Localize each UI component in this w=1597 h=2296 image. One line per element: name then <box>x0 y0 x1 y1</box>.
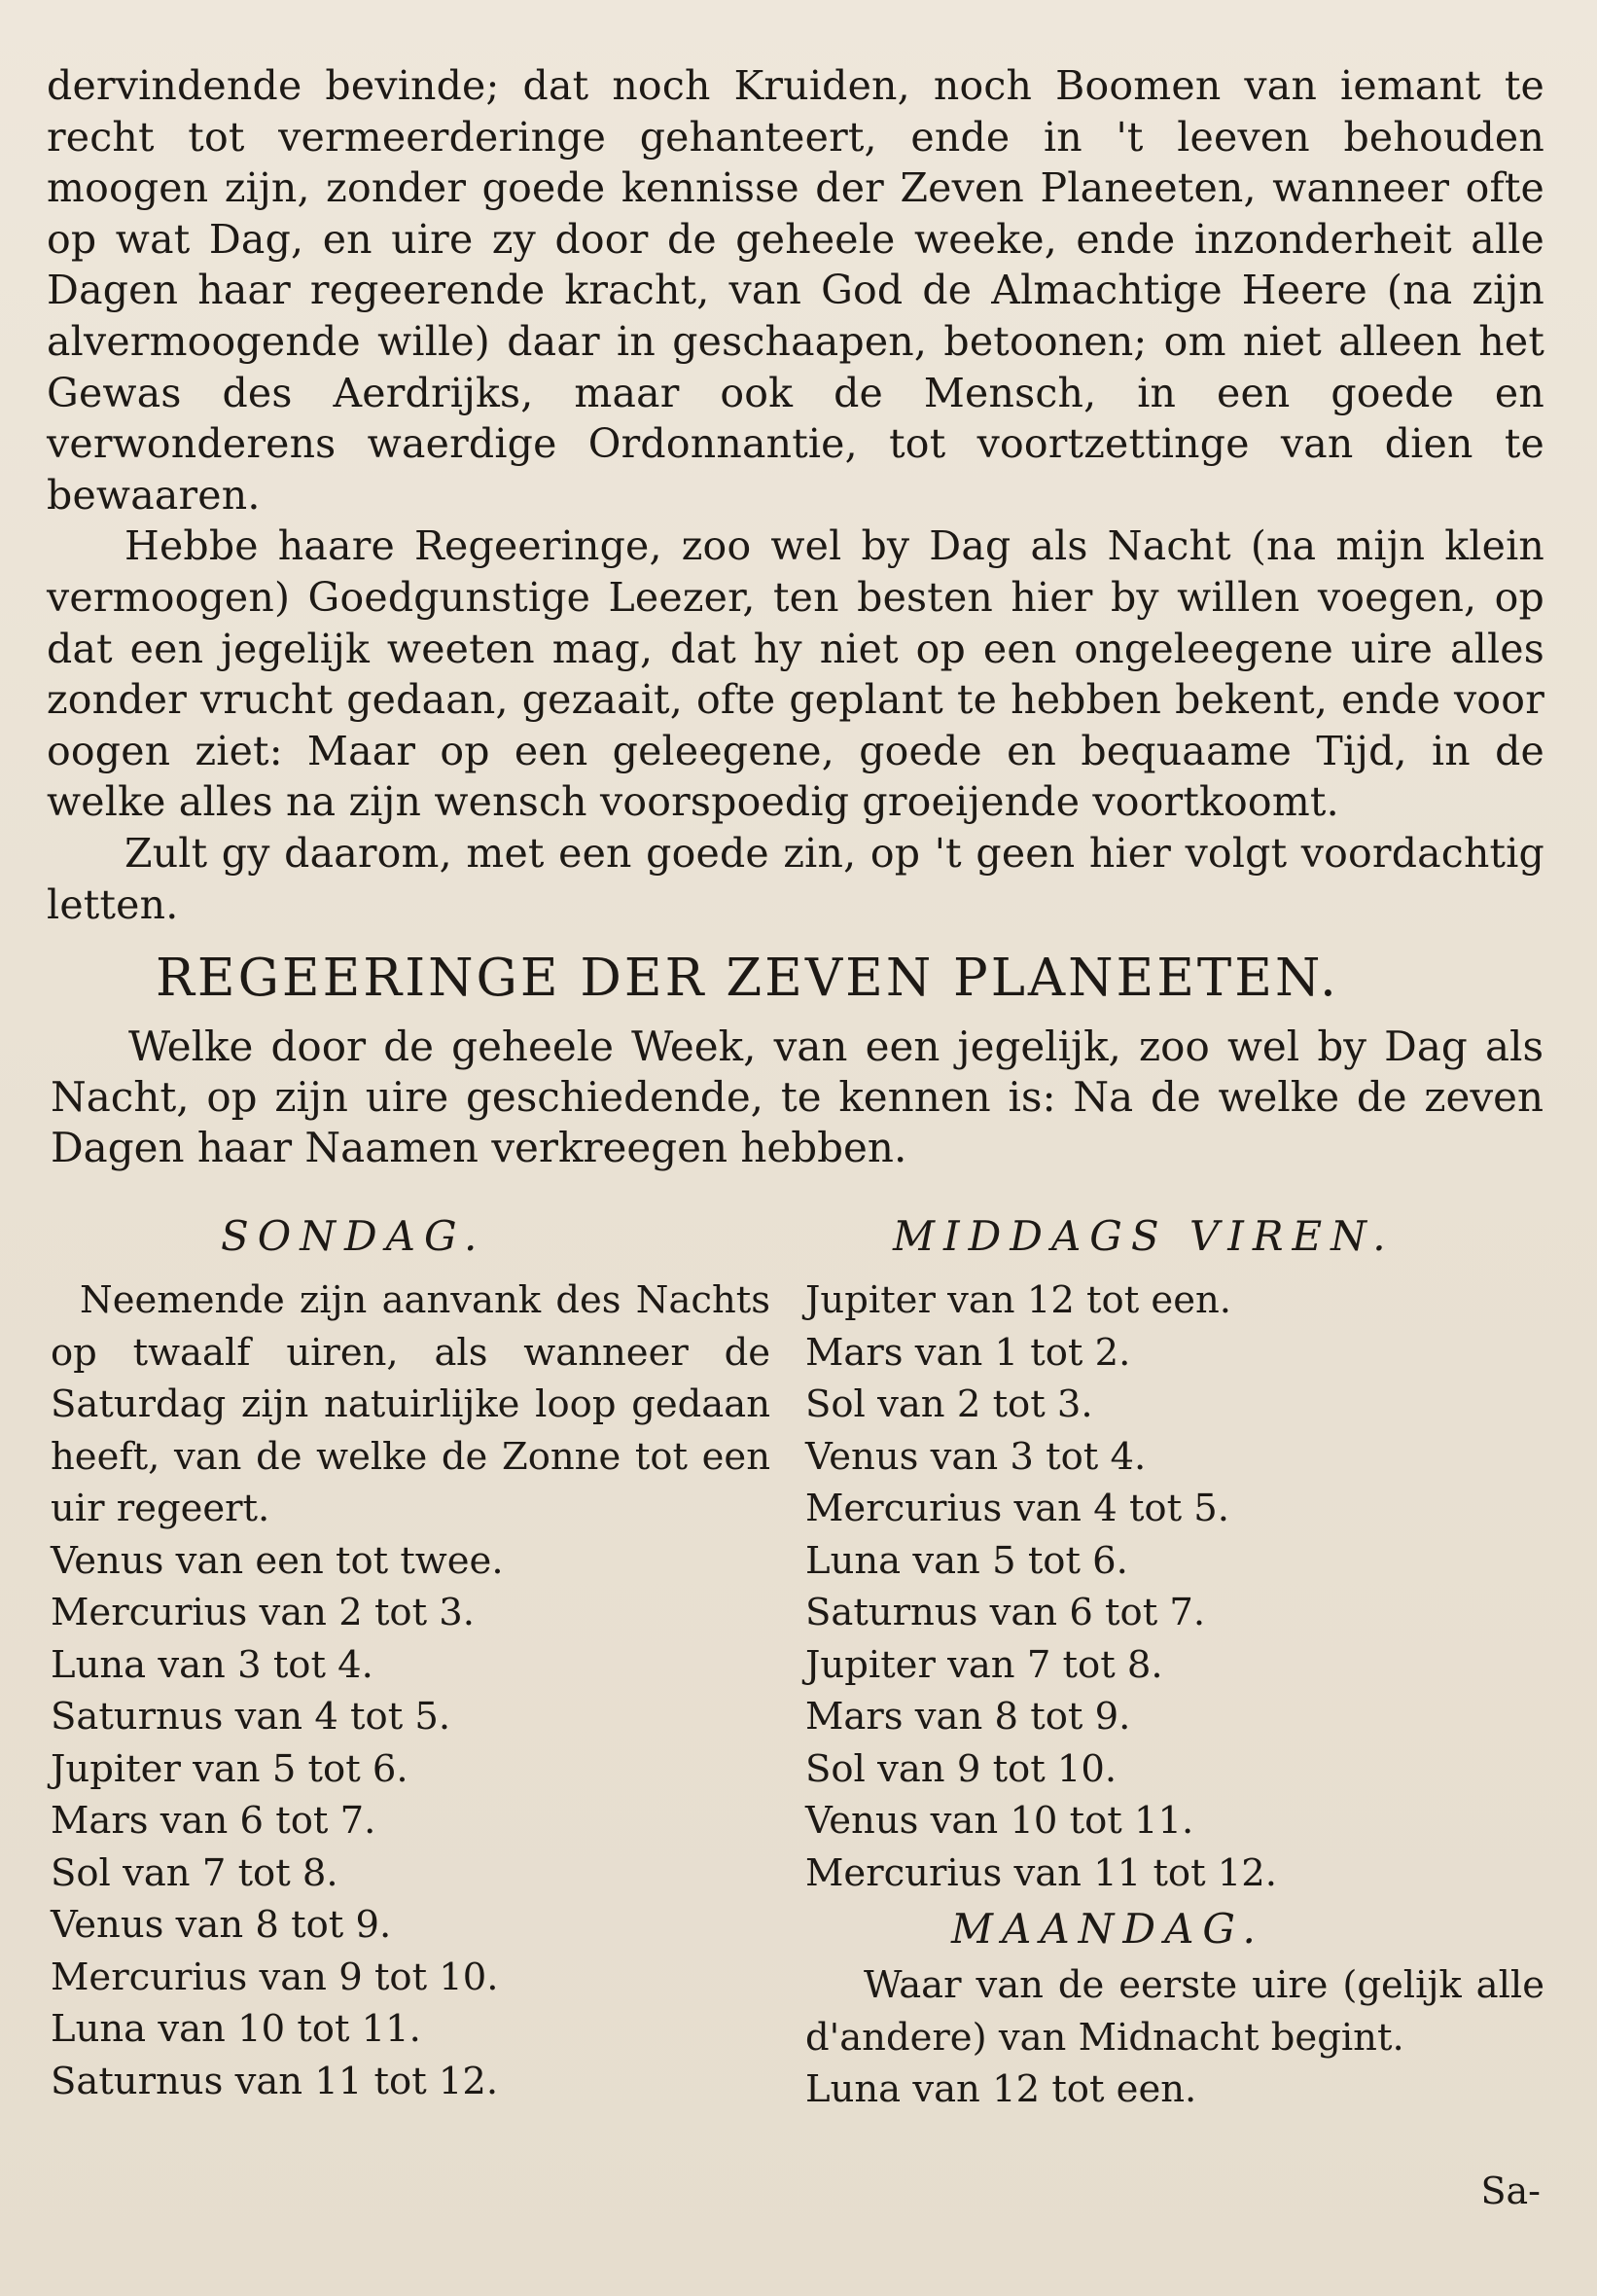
hour-line: Jupiter van 7 tot 8. <box>805 1642 1163 1687</box>
maandag-heading: MAANDAG. <box>951 1905 1264 1953</box>
hour-line: Mars van 8 tot 9. <box>805 1695 1131 1739</box>
hour-line: Venus van 3 tot 4. <box>805 1434 1147 1479</box>
left-column <box>51 1206 770 2107</box>
maandag-paragraph: Waar van de eerste uire (gelijk alle d'andere) van Midnacht begint. <box>805 1963 1544 2060</box>
hour-line: Jupiter van 12 tot een. <box>805 1278 1232 1322</box>
middags-hour-list <box>805 1274 1544 1899</box>
intro-paragraph-1: dervindende bevinde; dat noch Kruiden, noch Boomen van iemant te recht tot vermeerderinge gehanteert, ende in 't leeven behouden moogen zijn, zonder goede kennisse der Zeven Planeeten, wanneer ofte op wat Dag, en uire zy door de geheele weeke, ende inzonderheit alle Dagen haar regeerende kracht, van God de Almachtige Heere (na zijn alvermoogende wille) daar in geschaapen, betoonen; om niet alleen het Gewas des Aerdrijks, maar ook de Mensch, in een goede en verwonderens waerdige Ordonnantie, tot voortzettinge van dien te bewaaren. <box>47 62 1544 519</box>
hour-line: Saturnus van 11 tot 12. <box>51 2059 499 2103</box>
catchword: Sa- <box>1480 2170 1541 2212</box>
sondag-hour-list <box>51 1535 770 2108</box>
intro-paragraph-3: Zult gy daarom, met een goede zin, op 't geen hier volgt voordachtig letten. <box>47 829 1544 928</box>
hour-line: Mars van 1 tot 2. <box>805 1330 1131 1375</box>
hour-line: Sol van 2 tot 3. <box>805 1382 1093 1426</box>
hour-line: Mercurius van 9 tot 10. <box>51 1955 499 1999</box>
hour-line: Luna van 10 tot 11. <box>51 2007 421 2051</box>
sondag-paragraph: Neemende zijn aanvank des Nachts op twaalf uiren, als wanneer de Saturdag zijn natuirlijke loop gedaan heeft, van de welke de Zonne tot een uir regeert. <box>51 1278 770 1530</box>
sondag-heading: SONDAG. <box>221 1212 486 1260</box>
hour-line: Mercurius van 11 tot 12. <box>805 1850 1278 1895</box>
intro-text <box>47 60 1544 930</box>
hour-line: Luna van 12 tot een. <box>805 2067 1197 2111</box>
hour-line: Mars van 6 tot 7. <box>51 1799 376 1843</box>
hour-line: Luna van 5 tot 6. <box>805 1538 1128 1583</box>
hour-line: Venus van 8 tot 9. <box>51 1903 392 1947</box>
section-title: REGEERINGE DER ZEVEN PLANEETEN. <box>156 949 1339 1008</box>
hour-line: Luna van 3 tot 4. <box>51 1642 373 1687</box>
hour-line: Jupiter van 5 tot 6. <box>51 1746 408 1791</box>
hour-line: Sol van 9 tot 10. <box>805 1746 1118 1791</box>
section-subtitle: Welke door de geheele Week, van een jegelijk, zoo wel by Dag als Nacht, op zijn uire geschiedende, te kennen is: Na de welke de zeven Dagen haar Naamen verkreegen hebben. <box>51 1022 1544 1171</box>
hour-line: Sol van 7 tot 8. <box>51 1850 338 1895</box>
hour-line: Venus van een tot twee. <box>51 1538 504 1583</box>
hour-line: Venus van 10 tot 11. <box>805 1799 1194 1843</box>
right-column <box>805 1206 1544 2116</box>
hour-line: Mercurius van 4 tot 5. <box>805 1487 1230 1530</box>
hour-line: Saturnus van 6 tot 7. <box>805 1591 1206 1634</box>
maandag-hour-list <box>805 2063 1544 2116</box>
hour-line: Mercurius van 2 tot 3. <box>51 1591 476 1634</box>
intro-paragraph-2: Hebbe haare Regeeringe, zoo wel by Dag als Nacht (na mijn klein vermoogen) Goedgunstige Leezer, ten besten hier by willen voegen, op dat een jegelijk weeten mag, dat hy niet op een ongeleegene uire alles zonder vrucht gedaan, gezaait, ofte geplant te hebben bekent, ende voor oogen ziet: Maar op een geleegene, goede en bequaame Tijd, in de welke alles na zijn wensch voorspoedig groeijende voortkoomt. <box>47 522 1544 826</box>
hour-line: Saturnus van 4 tot 5. <box>51 1695 451 1739</box>
middags-heading: MIDDAGS VIREN. <box>893 1212 1395 1260</box>
